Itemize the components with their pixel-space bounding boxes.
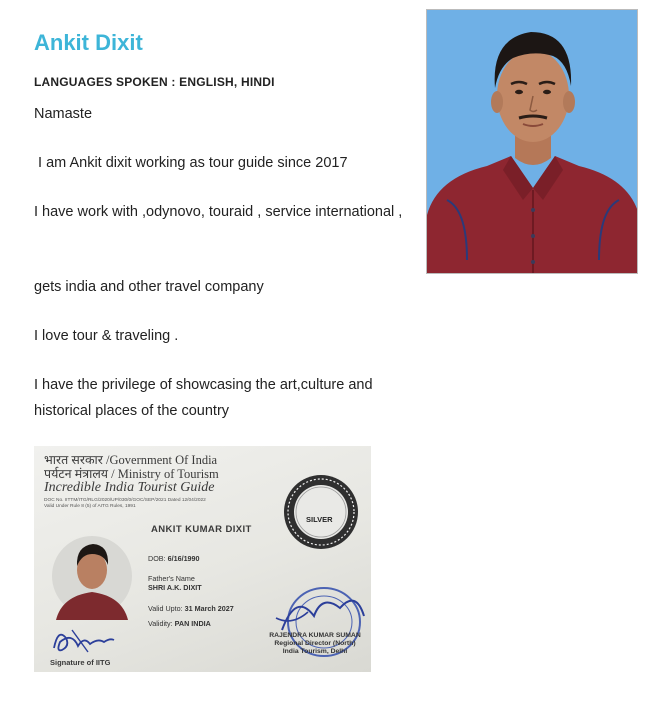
- guide-name: Ankit Dixit: [34, 30, 143, 55]
- id-dob: DOB: 6/16/1990: [148, 554, 200, 563]
- id-officer-office: India Tourism, Delhi: [282, 648, 348, 655]
- id-holder-photo: [52, 532, 132, 620]
- guide-portrait-photo: [426, 9, 638, 274]
- silver-badge-icon: [283, 474, 359, 550]
- bio-passion: I love tour & traveling .: [34, 328, 179, 344]
- id-govt-line: भारत सरकार /Government Of India: [44, 453, 218, 467]
- id-officer-title: Regional Director (North): [274, 640, 356, 647]
- id-father-value: SHRI A.K. DIXIT: [148, 583, 202, 592]
- id-officer-name: RAJENDRA KUMAR SUMAN: [269, 632, 361, 639]
- bio-privilege: I have the privilege of showcasing the art,culture and historical places of the country: [34, 377, 373, 419]
- bio-experience: I have work with ,odynovo, touraid , service international ,: [34, 204, 403, 220]
- bio-greeting: Namaste: [34, 106, 93, 122]
- id-father-label: Father's Name: [148, 574, 195, 583]
- id-rule-line: Valid Under Rule 8 (5) of AITG Rules, 1991: [44, 504, 136, 509]
- tourist-guide-id-card: [34, 446, 371, 672]
- id-valid-upto: Valid Upto: 31 March 2027: [148, 604, 234, 613]
- official-seal-stamp: [262, 586, 370, 670]
- bio-companies: gets india and other travel company: [34, 279, 264, 295]
- holder-signature: [48, 624, 118, 656]
- id-validity: Validity: PAN INDIA: [148, 619, 211, 628]
- id-doc-number: DOC No. IITTM/ITG/RLG/2020/UP/030/0/GOC/SEP/2021 Dated 12/04/2022: [44, 498, 206, 503]
- signature-label: Signature of IITG: [50, 658, 111, 667]
- id-ministry-line: पर्यटन मंत्रालय / Ministry of Tourism: [44, 467, 219, 481]
- id-holder-name: ANKIT KUMAR DIXIT: [151, 524, 252, 535]
- id-card-title: Incredible India Tourist Guide: [44, 480, 215, 495]
- silver-badge-label: SILVER: [306, 515, 333, 524]
- languages-spoken: LANGUAGES SPOKEN : ENGLISH, HINDI: [34, 75, 275, 89]
- bio-intro: I am Ankit dixit working as tour guide since 2017: [34, 155, 348, 171]
